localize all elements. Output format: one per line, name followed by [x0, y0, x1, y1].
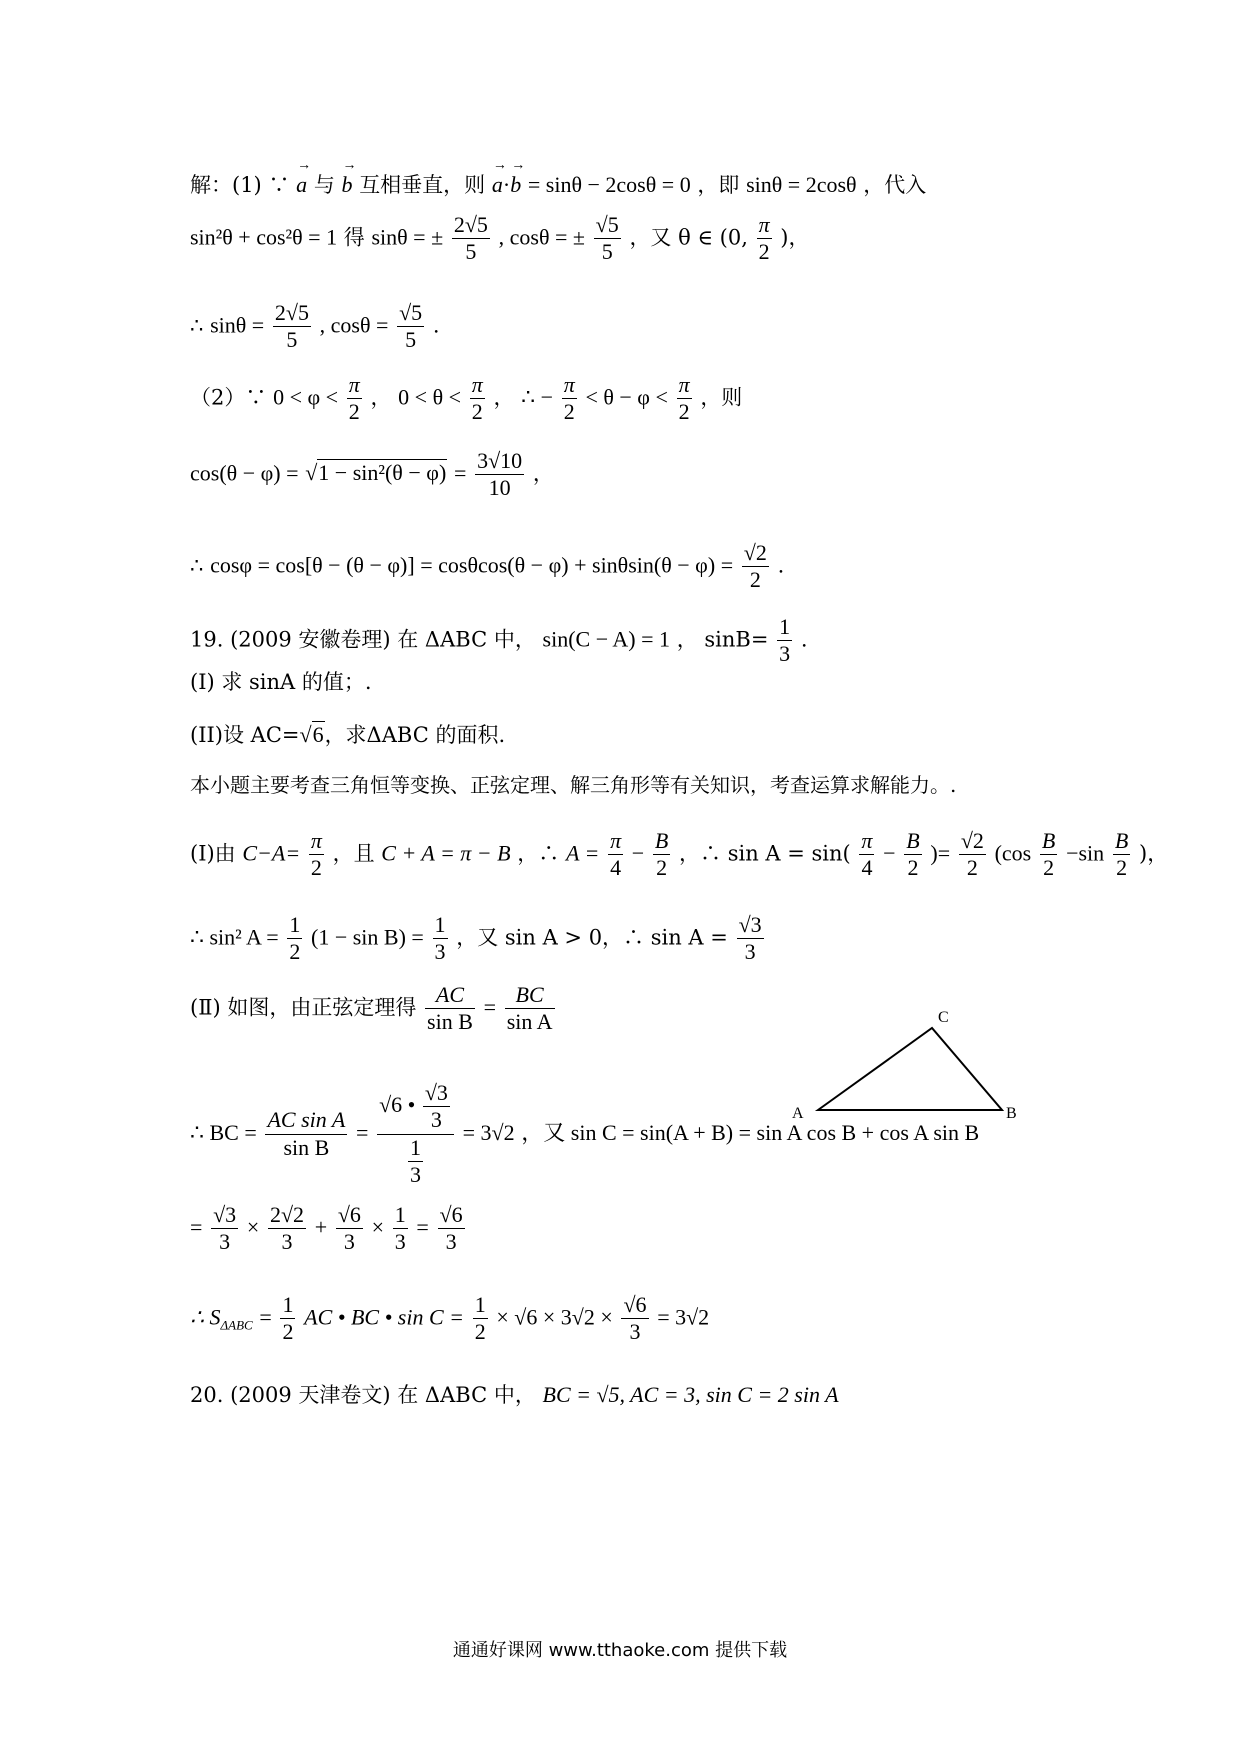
- sol1-eq3: A =: [565, 840, 600, 866]
- denominator: 3: [219, 1229, 231, 1255]
- denominator: 3: [744, 939, 756, 965]
- numerator: 1: [408, 1135, 423, 1162]
- numerator: [377, 1080, 454, 1135]
- comma: ，: [370, 385, 392, 410]
- q19-area-line: [190, 1292, 709, 1346]
- minus: −: [631, 840, 645, 866]
- frac-sqrt3-3: [211, 1202, 238, 1256]
- denominator: 2: [966, 855, 978, 881]
- sol2-pre: (Ⅱ) 如图，由正弦定理得: [190, 995, 417, 1020]
- denominator: sin B: [427, 1009, 473, 1035]
- equals: =: [355, 1119, 369, 1145]
- denominator: 2: [471, 399, 483, 425]
- frac-sqrt6-3: [438, 1202, 465, 1256]
- sol1-eq2: C + A = π − B: [381, 840, 511, 866]
- q19-solution-2: [190, 982, 557, 1036]
- times: ×: [246, 1214, 260, 1240]
- q19-sub-question-1: (I) 求 sinA 的值；.: [190, 670, 372, 694]
- solution-line-4: [190, 372, 742, 426]
- frac-sqrt3-3: [423, 1080, 450, 1134]
- denominator: 2: [310, 855, 322, 881]
- sqrt-content: 6: [312, 722, 324, 747]
- numerator: √6: [621, 1292, 648, 1319]
- denominator: 3: [394, 1229, 406, 1255]
- sqrt-expression: √1 − sin²(θ − φ): [305, 460, 447, 486]
- minus: −: [883, 840, 896, 866]
- q20-title-text: 20. (2009 天津卷文) 在 ΔABC 中，: [190, 1383, 536, 1407]
- numerator: √6: [438, 1202, 465, 1229]
- denominator: 2: [758, 239, 770, 265]
- q19-condition-2: ， sinB=: [676, 627, 769, 652]
- numerator: B: [904, 828, 921, 855]
- sub2-post: ，求ΔABC 的面积.: [324, 723, 506, 747]
- numerator: 1: [287, 912, 302, 939]
- inequality-2: 0 < θ <: [398, 384, 462, 410]
- frac-sqrt6-3: [336, 1202, 363, 1256]
- equals: =: [453, 460, 467, 486]
- times: ×: [371, 1214, 385, 1240]
- denominator: 2: [282, 1319, 294, 1345]
- text-perpendicular: 互相垂直，则: [359, 173, 486, 197]
- inequality-1: 0 < φ <: [273, 384, 339, 410]
- frac-pi-2: [347, 372, 362, 426]
- q19-bc-line: [190, 1080, 979, 1189]
- sol1-pre: (Ⅰ)由: [190, 841, 236, 866]
- frac-pi-4: [859, 828, 874, 882]
- numerator: π: [562, 372, 577, 399]
- frac-pi-4: [608, 828, 623, 882]
- numerator: π: [859, 828, 874, 855]
- frac-B-2: [904, 828, 921, 882]
- q19-condition-1: sin(C − A) = 1: [542, 626, 671, 652]
- solution-label: 解：(1): [190, 173, 262, 197]
- frac-sqrt2-2: [959, 828, 986, 882]
- denominator: 2: [749, 567, 761, 593]
- denominator: 2: [656, 855, 668, 881]
- q19-title-text: 19. (2009 安徽卷理) 在 ΔABC 中，: [190, 627, 536, 652]
- cos-diff: cos(θ − φ) =: [190, 460, 299, 486]
- frac-1-2: [287, 912, 302, 966]
- frac-pi-2: [757, 212, 772, 266]
- denominator: 2: [348, 399, 360, 425]
- cos-theta-pm: , cosθ = ±: [498, 224, 585, 250]
- sol1-tail: )，: [1139, 841, 1169, 866]
- q19-intro: 本小题主要考查三角恒等变换、正弦定理、解三角形等有关知识，考查运算求解能力。.: [190, 773, 957, 797]
- text-daoru: ，代入: [863, 173, 927, 197]
- frac-AC-sinB: [425, 982, 475, 1036]
- sqrt6-dot: √6 •: [379, 1091, 416, 1117]
- numerator: 1: [433, 912, 448, 939]
- numerator: 1: [280, 1292, 295, 1319]
- numerator: √3: [423, 1080, 450, 1107]
- denominator: 3: [445, 1229, 457, 1255]
- denominator: [377, 1135, 454, 1189]
- numerator: √5: [594, 212, 621, 239]
- denominator: 4: [861, 855, 873, 881]
- numerator: √2: [742, 540, 769, 567]
- area-end: = 3√2: [657, 1304, 710, 1330]
- numerator: B: [1113, 828, 1130, 855]
- comma: ，: [532, 461, 554, 486]
- q19-calc-line: [190, 1202, 467, 1256]
- denominator: 5: [465, 239, 477, 265]
- frac-pi-2: [677, 372, 692, 426]
- sol1-sin: sin: [1078, 840, 1105, 866]
- eq-3sqrt2: = 3√2: [462, 1119, 515, 1145]
- frac-BC-sinA: [505, 982, 555, 1036]
- frac-1-3: [408, 1135, 423, 1189]
- frac-sqrt2-2: [742, 540, 769, 594]
- denominator: 2: [563, 399, 575, 425]
- frac-1-2: [280, 1292, 295, 1346]
- frac-sqrt3-3: [737, 912, 764, 966]
- numerator: π: [608, 828, 623, 855]
- frac-1-3: [777, 614, 792, 668]
- denominator: 3: [629, 1319, 641, 1345]
- numerator: √3: [737, 912, 764, 939]
- numerator: π: [347, 372, 362, 399]
- frac-compound: [377, 1080, 454, 1189]
- denominator: sin A: [506, 1009, 553, 1035]
- numerator: π: [677, 372, 692, 399]
- numerator: 1: [393, 1202, 408, 1229]
- denominator: 2: [1043, 855, 1055, 881]
- numerator: AC: [425, 982, 475, 1009]
- cos-phi-equation: cosφ = cos[θ − (θ − φ)] = cosθcos(θ − φ) + sinθsin(θ − φ) =: [210, 552, 734, 578]
- period: .: [432, 313, 440, 338]
- numerator: B: [1040, 828, 1057, 855]
- sinA-positive: ，又 sin A > 0，∴ sin A =: [456, 925, 728, 950]
- sol1-therefore: ，∴: [517, 841, 560, 866]
- equals: =: [483, 994, 496, 1020]
- sqrt-6: √6: [299, 722, 324, 747]
- frac-2sqrt2-3: [268, 1202, 306, 1256]
- numerator: B: [653, 828, 670, 855]
- numerator: 1: [777, 614, 792, 641]
- frac-1-3: [433, 912, 448, 966]
- frac-2sqrt5-5: [452, 212, 490, 266]
- frac-B-2: [1040, 828, 1057, 882]
- area-mid: AC • BC • sin C =: [304, 1304, 464, 1330]
- denominator: 3: [343, 1229, 355, 1255]
- numerator: 2√5: [273, 300, 311, 327]
- solution-line-6: [190, 540, 784, 594]
- question-19-title: [190, 614, 808, 668]
- denominator: 3: [779, 641, 791, 667]
- pythagorean-identity: sin²θ + cos²θ = 1: [190, 224, 338, 250]
- denominator: 5: [405, 327, 417, 353]
- period: .: [800, 627, 808, 652]
- denominator: 3: [410, 1162, 421, 1188]
- denominator: 2: [1116, 855, 1128, 881]
- bc-pre: ∴ BC =: [190, 1119, 257, 1145]
- area-tail: × √6 × 3√2 ×: [496, 1304, 613, 1330]
- frac-pi-2: [562, 372, 577, 426]
- denominator: 2: [678, 399, 690, 425]
- sub2-pre: (II)设 AC=: [190, 723, 300, 747]
- comma: ，: [493, 385, 515, 410]
- vertex-b-label: B: [1006, 1105, 1017, 1122]
- denominator: 10: [488, 475, 511, 501]
- denominator: 3: [434, 939, 446, 965]
- numerator: 2√2: [268, 1202, 306, 1229]
- cos-theta: , cosθ =: [319, 312, 389, 338]
- solution-line-1: 解：(1) ∵ → a 与 → b 互相垂直，则 → a·→ b = sinθ − 2cosθ = 0 ，即 sinθ = 2cosθ ，代入: [190, 172, 926, 197]
- vertex-a-label: A: [792, 1105, 804, 1122]
- numerator: √5: [397, 300, 424, 327]
- frac-sqrt6-3: [621, 1292, 648, 1346]
- dot-product-eq: = sinθ − 2cosθ = 0: [527, 172, 691, 197]
- text-ji: ，即: [697, 173, 740, 197]
- solution-line-5: [190, 448, 554, 502]
- period: .: [777, 553, 785, 578]
- solution-line-3: [190, 300, 440, 354]
- numerator: 1: [473, 1292, 488, 1319]
- q20-condition: BC = √5, AC = 3, sin C = 2 sin A: [542, 1382, 839, 1407]
- sol1-cos: (cos: [994, 840, 1032, 866]
- plus: +: [314, 1214, 328, 1240]
- frac-sqrt5-5: [397, 300, 424, 354]
- area-subscript: ΔABC: [220, 1317, 253, 1333]
- sin-theta-pm: sinθ = ±: [371, 224, 444, 250]
- frac-pi-2: [309, 828, 324, 882]
- solution-line-2: [190, 212, 810, 266]
- frac-sqrt5-5: [594, 212, 621, 266]
- sq-line-mid: (1 − sin B) =: [311, 924, 424, 950]
- vector-a: → a: [296, 172, 307, 197]
- frac-3sqrt10-10: [475, 448, 524, 502]
- sol1-eq1: C−A=: [242, 840, 301, 866]
- numerator: π: [470, 372, 485, 399]
- numerator: BC: [505, 982, 555, 1009]
- numerator: √2: [959, 828, 986, 855]
- equals: =: [190, 1214, 203, 1240]
- numerator: π: [309, 828, 324, 855]
- inequality-3-mid: < θ − φ <: [585, 384, 668, 410]
- denominator: 2: [907, 855, 919, 881]
- area-pre: ∴ S: [190, 1304, 221, 1330]
- frac-1-2: [473, 1292, 488, 1346]
- equals: =: [259, 1304, 272, 1330]
- vector-b: → b: [342, 172, 353, 197]
- denominator: 3: [281, 1229, 293, 1255]
- denominator: 2: [289, 939, 301, 965]
- denominator: 5: [286, 327, 298, 353]
- denominator: 5: [601, 239, 613, 265]
- denominator: 2: [474, 1319, 486, 1345]
- numerator: 3√10: [475, 448, 524, 475]
- numerator: AC sin A: [265, 1107, 347, 1134]
- q19-sin-squared-line: [190, 912, 766, 966]
- close-paren: )，: [780, 225, 810, 250]
- vertex-c-label: C: [938, 1010, 949, 1026]
- therefore-symbol: ∴: [190, 553, 204, 578]
- frac-1-3: [393, 1202, 408, 1256]
- numerator: √6: [336, 1202, 363, 1229]
- denominator: 3: [430, 1107, 442, 1133]
- therefore-symbol: ∴: [190, 313, 204, 338]
- text-yu: 与: [313, 173, 335, 197]
- q19-solution-1: (Ⅰ)由 C−A= $\frac{\pi}{2}$ ，且 C + A = π − B ，∴ A = $\frac{\pi}{4}$ − $\frac{B}{2}$ ，∴ sin A = sin( $\frac{\pi}{4}$ − $\frac{B}{2}$ )= $\frac{√2}{2}$ (cos $\frac{B}{2}$ −sin $\frac{B}{2}$ )，: [190, 828, 1169, 881]
- denominator: 4: [610, 855, 622, 881]
- frac-pi-2: [470, 372, 485, 426]
- sin-theta: sinθ =: [210, 312, 265, 338]
- numerator: π: [757, 212, 772, 239]
- sin-equation: sinθ = 2cosθ: [746, 172, 857, 197]
- q19-sub-question-2: [190, 722, 505, 747]
- inequality-3-pre: ∴ −: [521, 384, 554, 410]
- theta-range: ，又 θ ∈ (0,: [629, 225, 748, 250]
- denominator: sin B: [283, 1134, 330, 1160]
- sol1-sinA: ，∴ sin A = sin(: [679, 841, 851, 866]
- equals: =: [416, 1214, 429, 1240]
- page-footer: 通通好课网 www.tthaoke.com 提供下载: [452, 1640, 788, 1661]
- sq-line-pre: ∴ sin² A =: [190, 924, 279, 950]
- part2-label: （2）∵: [190, 385, 267, 410]
- sinC-line: ，又 sin C = sin(A + B) = sin A cos B + cos A sin B: [521, 1119, 980, 1145]
- text-ze: ，则: [700, 385, 743, 410]
- minus: −: [1066, 840, 1079, 866]
- frac-ACsinA-sinB: [265, 1107, 347, 1161]
- because-symbol: ∵: [268, 173, 290, 197]
- sol1-and: ，且: [332, 841, 375, 866]
- sqrt-content: 1 − sin²(θ − φ): [318, 460, 447, 486]
- text-de: 得: [343, 225, 365, 250]
- numerator: √3: [211, 1202, 238, 1229]
- frac-2sqrt5-5: [273, 300, 311, 354]
- frac-B-2: [1113, 828, 1130, 882]
- numerator: 2√5: [452, 212, 490, 239]
- frac-B-2: [653, 828, 670, 882]
- question-20-title: [190, 1382, 839, 1407]
